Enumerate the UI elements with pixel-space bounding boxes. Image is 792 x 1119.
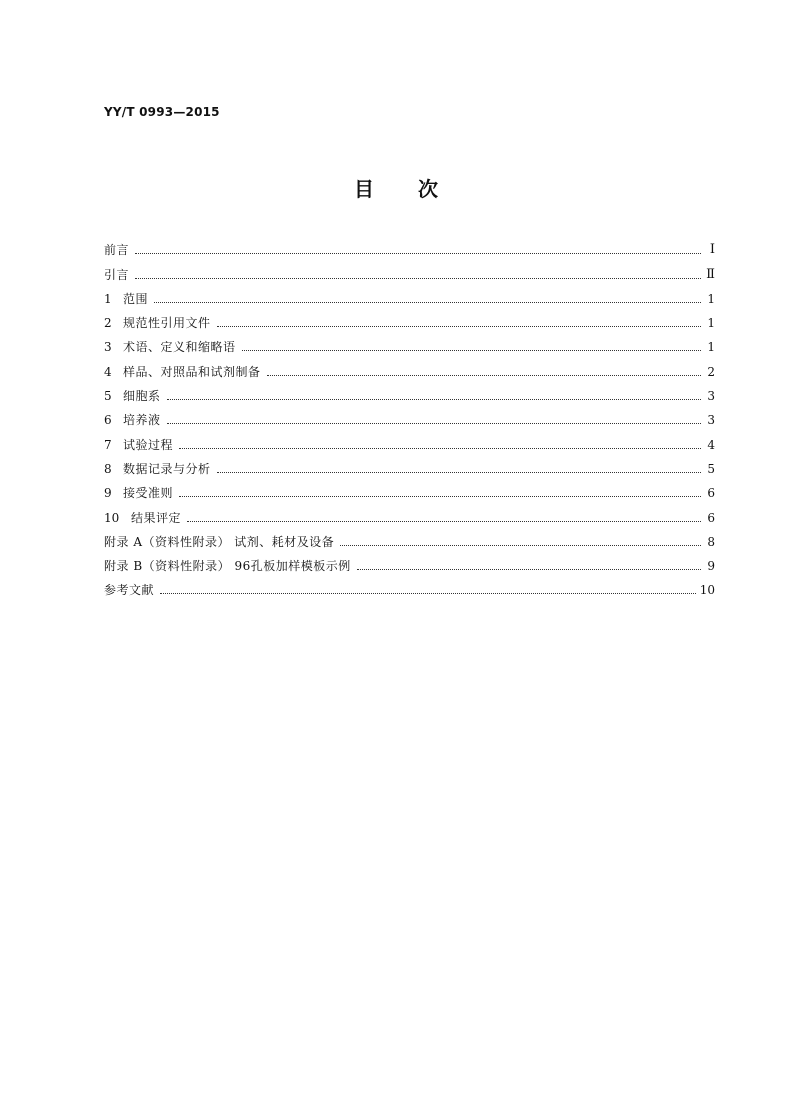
toc-entry[interactable]: [104, 234, 715, 258]
toc-entry-label: 细胞系: [123, 389, 161, 404]
toc-dot-leader: [154, 302, 701, 303]
toc-entry-page: 1: [707, 316, 715, 331]
toc-entry-label: 样品、对照品和试剂制备: [123, 364, 261, 379]
toc-entry[interactable]: [104, 574, 715, 598]
toc-entry-label: 数据记录与分析: [123, 461, 211, 476]
toc-entry-number: 9: [104, 486, 112, 501]
toc-title: [0, 173, 792, 202]
toc-entry-page: 5: [707, 461, 715, 476]
toc-entry[interactable]: [104, 404, 715, 428]
toc-entry-page: 1: [707, 291, 715, 306]
toc-dot-leader: [179, 496, 701, 497]
toc-entry[interactable]: [104, 550, 715, 574]
toc-dot-leader: [135, 278, 701, 279]
toc-dot-leader: [167, 399, 701, 400]
toc-entry-page: 8: [707, 534, 715, 549]
toc-entry-label: 术语、定义和缩略语: [123, 340, 236, 355]
toc-dot-leader: [167, 423, 701, 424]
toc-entry-label: 培养液: [123, 413, 161, 428]
toc-dot-leader: [217, 326, 701, 327]
toc-entry-number: 1: [104, 291, 112, 306]
table-of-contents: [104, 234, 715, 598]
toc-dot-leader: [340, 545, 701, 546]
toc-entry[interactable]: [104, 428, 715, 452]
toc-entry-number: 10: [104, 510, 120, 525]
toc-entry-label: 试验过程: [123, 437, 174, 452]
toc-entry-label: 附录 A（资料性附录） 试剂、耗材及设备: [104, 534, 335, 549]
toc-entry[interactable]: [104, 453, 715, 477]
toc-dot-leader: [267, 375, 701, 376]
toc-entry-page: 9: [707, 559, 715, 574]
toc-entry-number: 6: [104, 413, 112, 428]
toc-entry-label: 范围: [123, 291, 149, 306]
toc-dot-leader: [187, 521, 701, 522]
toc-entry[interactable]: [104, 283, 715, 307]
toc-entry-page: 1: [707, 340, 715, 355]
standard-code: YY/T 0993—2015: [104, 105, 220, 119]
toc-entry-page: 6: [707, 510, 715, 525]
toc-entry-page: 6: [707, 486, 715, 501]
toc-entry-page: 10: [699, 583, 715, 598]
toc-entry-label: 前言: [104, 243, 130, 258]
toc-entry[interactable]: [104, 501, 715, 525]
toc-title-char-2: 次: [418, 177, 438, 201]
toc-entry-number: 4: [104, 364, 112, 379]
toc-entry-page: Ⅰ: [709, 242, 715, 258]
toc-entry[interactable]: [104, 258, 715, 282]
toc-entry-label: 规范性引用文件: [123, 316, 211, 331]
toc-entry-page: Ⅱ: [706, 266, 715, 282]
toc-entry-label: 参考文献: [104, 583, 155, 598]
toc-dot-leader: [217, 472, 701, 473]
toc-entry-page: 3: [707, 389, 715, 404]
toc-dot-leader: [135, 253, 701, 254]
toc-entry-label: 引言: [104, 267, 130, 282]
toc-entry-number: 8: [104, 461, 112, 476]
toc-dot-leader: [160, 593, 696, 594]
toc-entry-number: 2: [104, 316, 112, 331]
toc-entry-page: 2: [707, 364, 715, 379]
toc-entry[interactable]: [104, 477, 715, 501]
toc-entry-page: 4: [707, 437, 715, 452]
toc-entry-label: 结果评定: [131, 510, 182, 525]
toc-title-char-1: 目: [354, 177, 374, 201]
toc-entry-label: 接受准则: [123, 486, 174, 501]
toc-entry[interactable]: [104, 307, 715, 331]
toc-entry[interactable]: [104, 380, 715, 404]
toc-entry-number: 3: [104, 340, 112, 355]
toc-entry[interactable]: [104, 526, 715, 550]
toc-entry[interactable]: [104, 331, 715, 355]
toc-entry-number: 5: [104, 389, 112, 404]
toc-dot-leader: [357, 569, 701, 570]
toc-dot-leader: [179, 448, 701, 449]
toc-dot-leader: [242, 350, 701, 351]
toc-entry-page: 3: [707, 413, 715, 428]
toc-entry-number: 7: [104, 437, 112, 452]
toc-entry-label: 附录 B（资料性附录） 96孔板加样模板示例: [104, 559, 351, 574]
toc-entry[interactable]: [104, 355, 715, 379]
